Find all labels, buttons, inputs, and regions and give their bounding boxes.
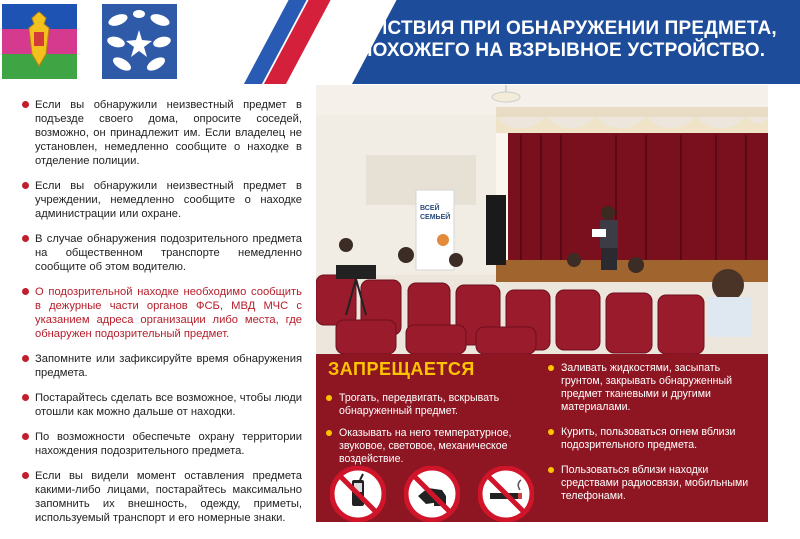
instructions-list [22,98,302,536]
instruction-item: Запомните или зафиксируйте время обнаружения предмета. [22,352,302,380]
auditorium-scene [316,85,768,354]
bullet-icon [326,395,332,401]
bullet-icon [22,182,29,189]
instruction-item: Если вы видели момент оставления предмета какими-либо лицами, постарайтесь максимально запомнить их внешность, одежду, приметы, используемый транспорт и его номерные знаки. [22,469,302,525]
bullet-icon [548,429,554,435]
city-coat-of-arms-icon [102,4,177,79]
bullet-icon [22,355,29,362]
instruction-item: По возможности обеспечьте охрану территории нахождения подозрительного предмета. [22,430,302,458]
bullet-icon [548,365,554,371]
no-mobile-phone-sign-icon [330,466,386,522]
bullet-icon [548,467,554,473]
bullet-icon [22,433,29,440]
instruction-item: Если вы обнаружили неизвестный предмет в подъезде своего дома, опросите соседей, возможно, он принадлежит им. Если владелец не установлен, немедленно сообщите о находке в отделение полиции. [22,98,302,168]
event-photo [316,85,768,354]
bullet-icon [22,394,29,401]
instruction-item-highlight: О подозрительной находке необходимо сообщить в дежурные части органов ФСБ, МВД МЧС с указанием адреса организации либо места, где обнаружен подозрительный предмет. [22,285,302,341]
prohibited-item: Пользоваться вблизи находки средствами радиосвязи, мобильными телефонами. [548,464,754,503]
bullet-icon [326,430,332,436]
prohibited-item: Трогать, передвигать, вскрывать обнаруженный предмет. [326,392,526,418]
instruction-item: Если вы обнаружили неизвестный предмет в учреждении, немедленно сообщите о находке администрации или охране. [22,179,302,221]
prohibited-item: Заливать жидкостями, засыпать грунтом, закрывать обнаруженный предмет тканевыми и другими материалами. [548,362,754,414]
title-line-2: ПОХОЖЕГО НА ВЗРЫВНОЕ УСТРОЙСТВО. [358,40,766,61]
prohibited-item: Оказывать на него температурное, звуковое, световое, механическое воздействие. [326,427,526,466]
banner-text-line-2: СЕМЬЕЙ [420,214,451,221]
no-smoking-sign-icon [478,466,534,522]
prohibited-item: Курить, пользоваться огнем вблизи подозрительного предмета. [548,426,754,452]
header-banner [0,0,800,84]
prohibition-signs [330,466,534,522]
bullet-icon [22,101,29,108]
prohibited-heading: ЗАПРЕЩАЕТСЯ [328,359,475,379]
bullet-icon [22,288,29,295]
banner-text-line-1: ВСЕЙ [420,205,440,212]
bullet-icon [22,472,29,479]
bullet-icon [22,235,29,242]
instruction-item: Постарайтесь сделать все возможное, чтобы люди отошли как можно дальше от находки. [22,391,302,419]
page-title [332,18,792,62]
prohibited-panel [316,354,768,522]
prohibited-list-left [326,392,526,475]
instruction-item: В случае обнаружения подозрительного предмета на общественном транспорте немедленно сообщите об этом водителю. [22,232,302,274]
title-line-1: ДЕЙСТВИЯ ПРИ ОБНАРУЖЕНИИ ПРЕДМЕТА, [347,18,777,39]
prohibited-list-right [548,362,754,512]
kuban-coat-of-arms-icon [2,4,77,79]
do-not-touch-sign-icon [404,466,460,522]
